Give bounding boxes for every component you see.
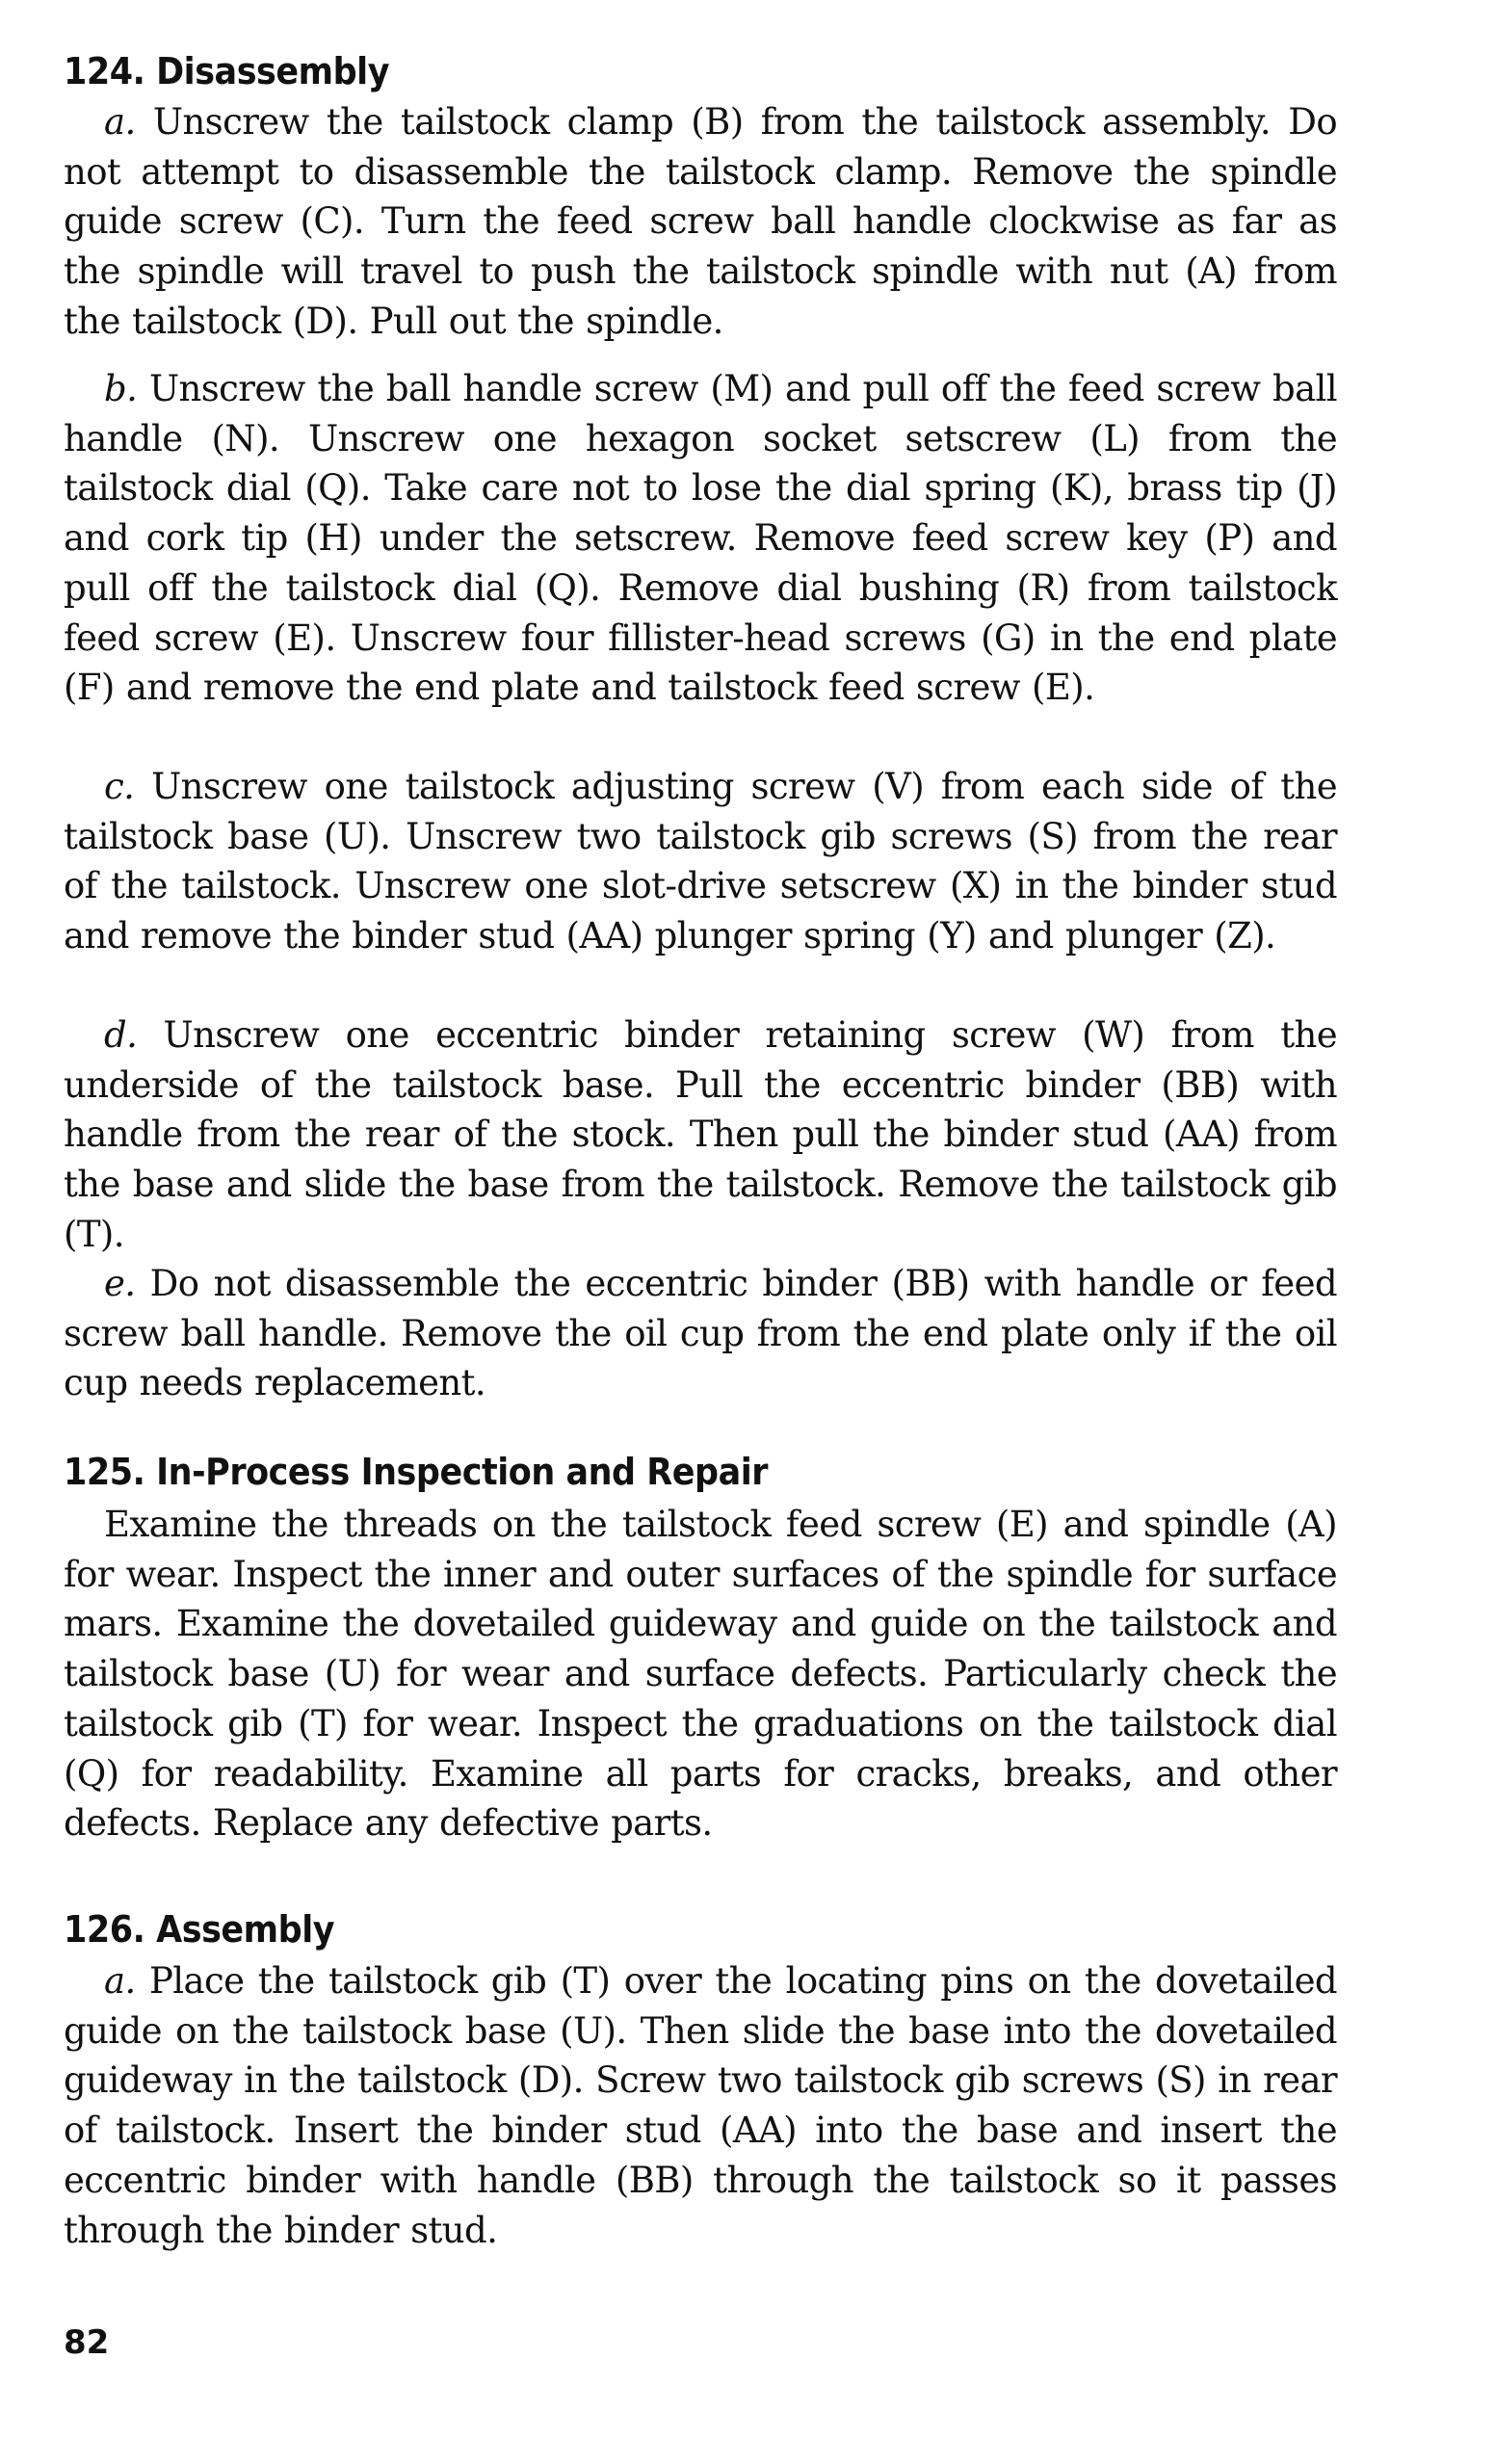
paragraph-text: Examine the threads on the tailstock feed screw (E) and spindle (A) for wear. Inspect the inner and outer surfaces of the spindle for surface mars. Examine the dovetailed guideway and guide on the tailstock and tailstock base (U) for wear and surface defects. Particularly check the tailstock gib (T) for wear. Inspect the graduations on the tailstock dial (Q) for readability. Examine all parts for cracks, breaks, and other defects. Replace any defective parts.: [64, 1504, 1337, 1845]
paragraph-label: b.: [104, 368, 138, 409]
paragraph-text: Unscrew one tailstock adjusting screw (V) from each side of the tailstock base (U). Unscrew two tailstock gib screws (S) from the rear of the tailstock. Unscrew one slot-drive setscrew (X) in the binder stud and remove the binder stud (AA) plunger spring (Y) and plunger (Z).: [64, 766, 1337, 957]
paragraph-124-e: [64, 1259, 1337, 1408]
section-heading-124: 124. Disassembly: [64, 50, 390, 92]
paragraph-text: Do not disassemble the eccentric binder (BB) with handle or feed screw ball handle. Remove the oil cup from the end plate only if the oil cup needs replacement.: [64, 1263, 1337, 1404]
paragraph-126-a: [64, 1956, 1337, 2255]
paragraph-label: a.: [104, 101, 136, 143]
paragraph-label: c.: [104, 766, 135, 807]
page-number: 82: [64, 2323, 110, 2362]
paragraph-text: Unscrew one eccentric binder retaining screw (W) from the underside of the tailstock base. Pull the eccentric binder (BB) with handle from the rear of the stock. Then pull the binder stud (AA) from the base and slide the base from the tailstock. Remove the tailstock gib (T).: [64, 1014, 1337, 1255]
paragraph-text: Unscrew the tailstock clamp (B) from the tailstock assembly. Do not attempt to disassemble the tailstock clamp. Remove the spindle guide screw (C). Turn the feed screw ball handle clockwise as far as the spindle will travel to push the tailstock spindle with nut (A) from the tailstock (D). Pull out the spindle.: [64, 101, 1337, 342]
paragraph-124-b: [64, 364, 1337, 713]
section-heading-125: 125. In-Process Inspection and Repair: [64, 1451, 769, 1493]
paragraph-label: e.: [104, 1263, 136, 1304]
paragraph-125: [64, 1500, 1337, 1848]
paragraph-label: d.: [104, 1014, 138, 1056]
paragraph-text: Place the tailstock gib (T) over the locating pins on the dovetailed guide on the tailstock base (U). Then slide the base into the dovetailed guideway in the tailstock (D). Screw two tailstock gib screws (S) in rear of tailstock. Insert the binder stud (AA) into the base and insert the eccentric binder with handle (BB) through the tailstock so it passes through the binder stud.: [64, 1960, 1337, 2251]
paragraph-text: Unscrew the ball handle screw (M) and pull off the feed screw ball handle (N). Unscrew one hexagon socket setscrew (L) from the tailstock dial (Q). Take care not to lose the dial spring (K), brass tip (J) and cork tip (H) under the setscrew. Remove feed screw key (P) and pull off the tailstock dial (Q). Remove dial bushing (R) from tailstock feed screw (E). Unscrew four fillister-head screws (G) in the end plate (F) and remove the end plate and tailstock feed screw (E).: [64, 368, 1337, 709]
paragraph-124-d: [64, 1010, 1337, 1260]
section-heading-126: 126. Assembly: [64, 1908, 335, 1951]
paragraph-label: a.: [104, 1960, 136, 2002]
paragraph-124-a: [64, 97, 1337, 347]
paragraph-124-c: [64, 762, 1337, 961]
